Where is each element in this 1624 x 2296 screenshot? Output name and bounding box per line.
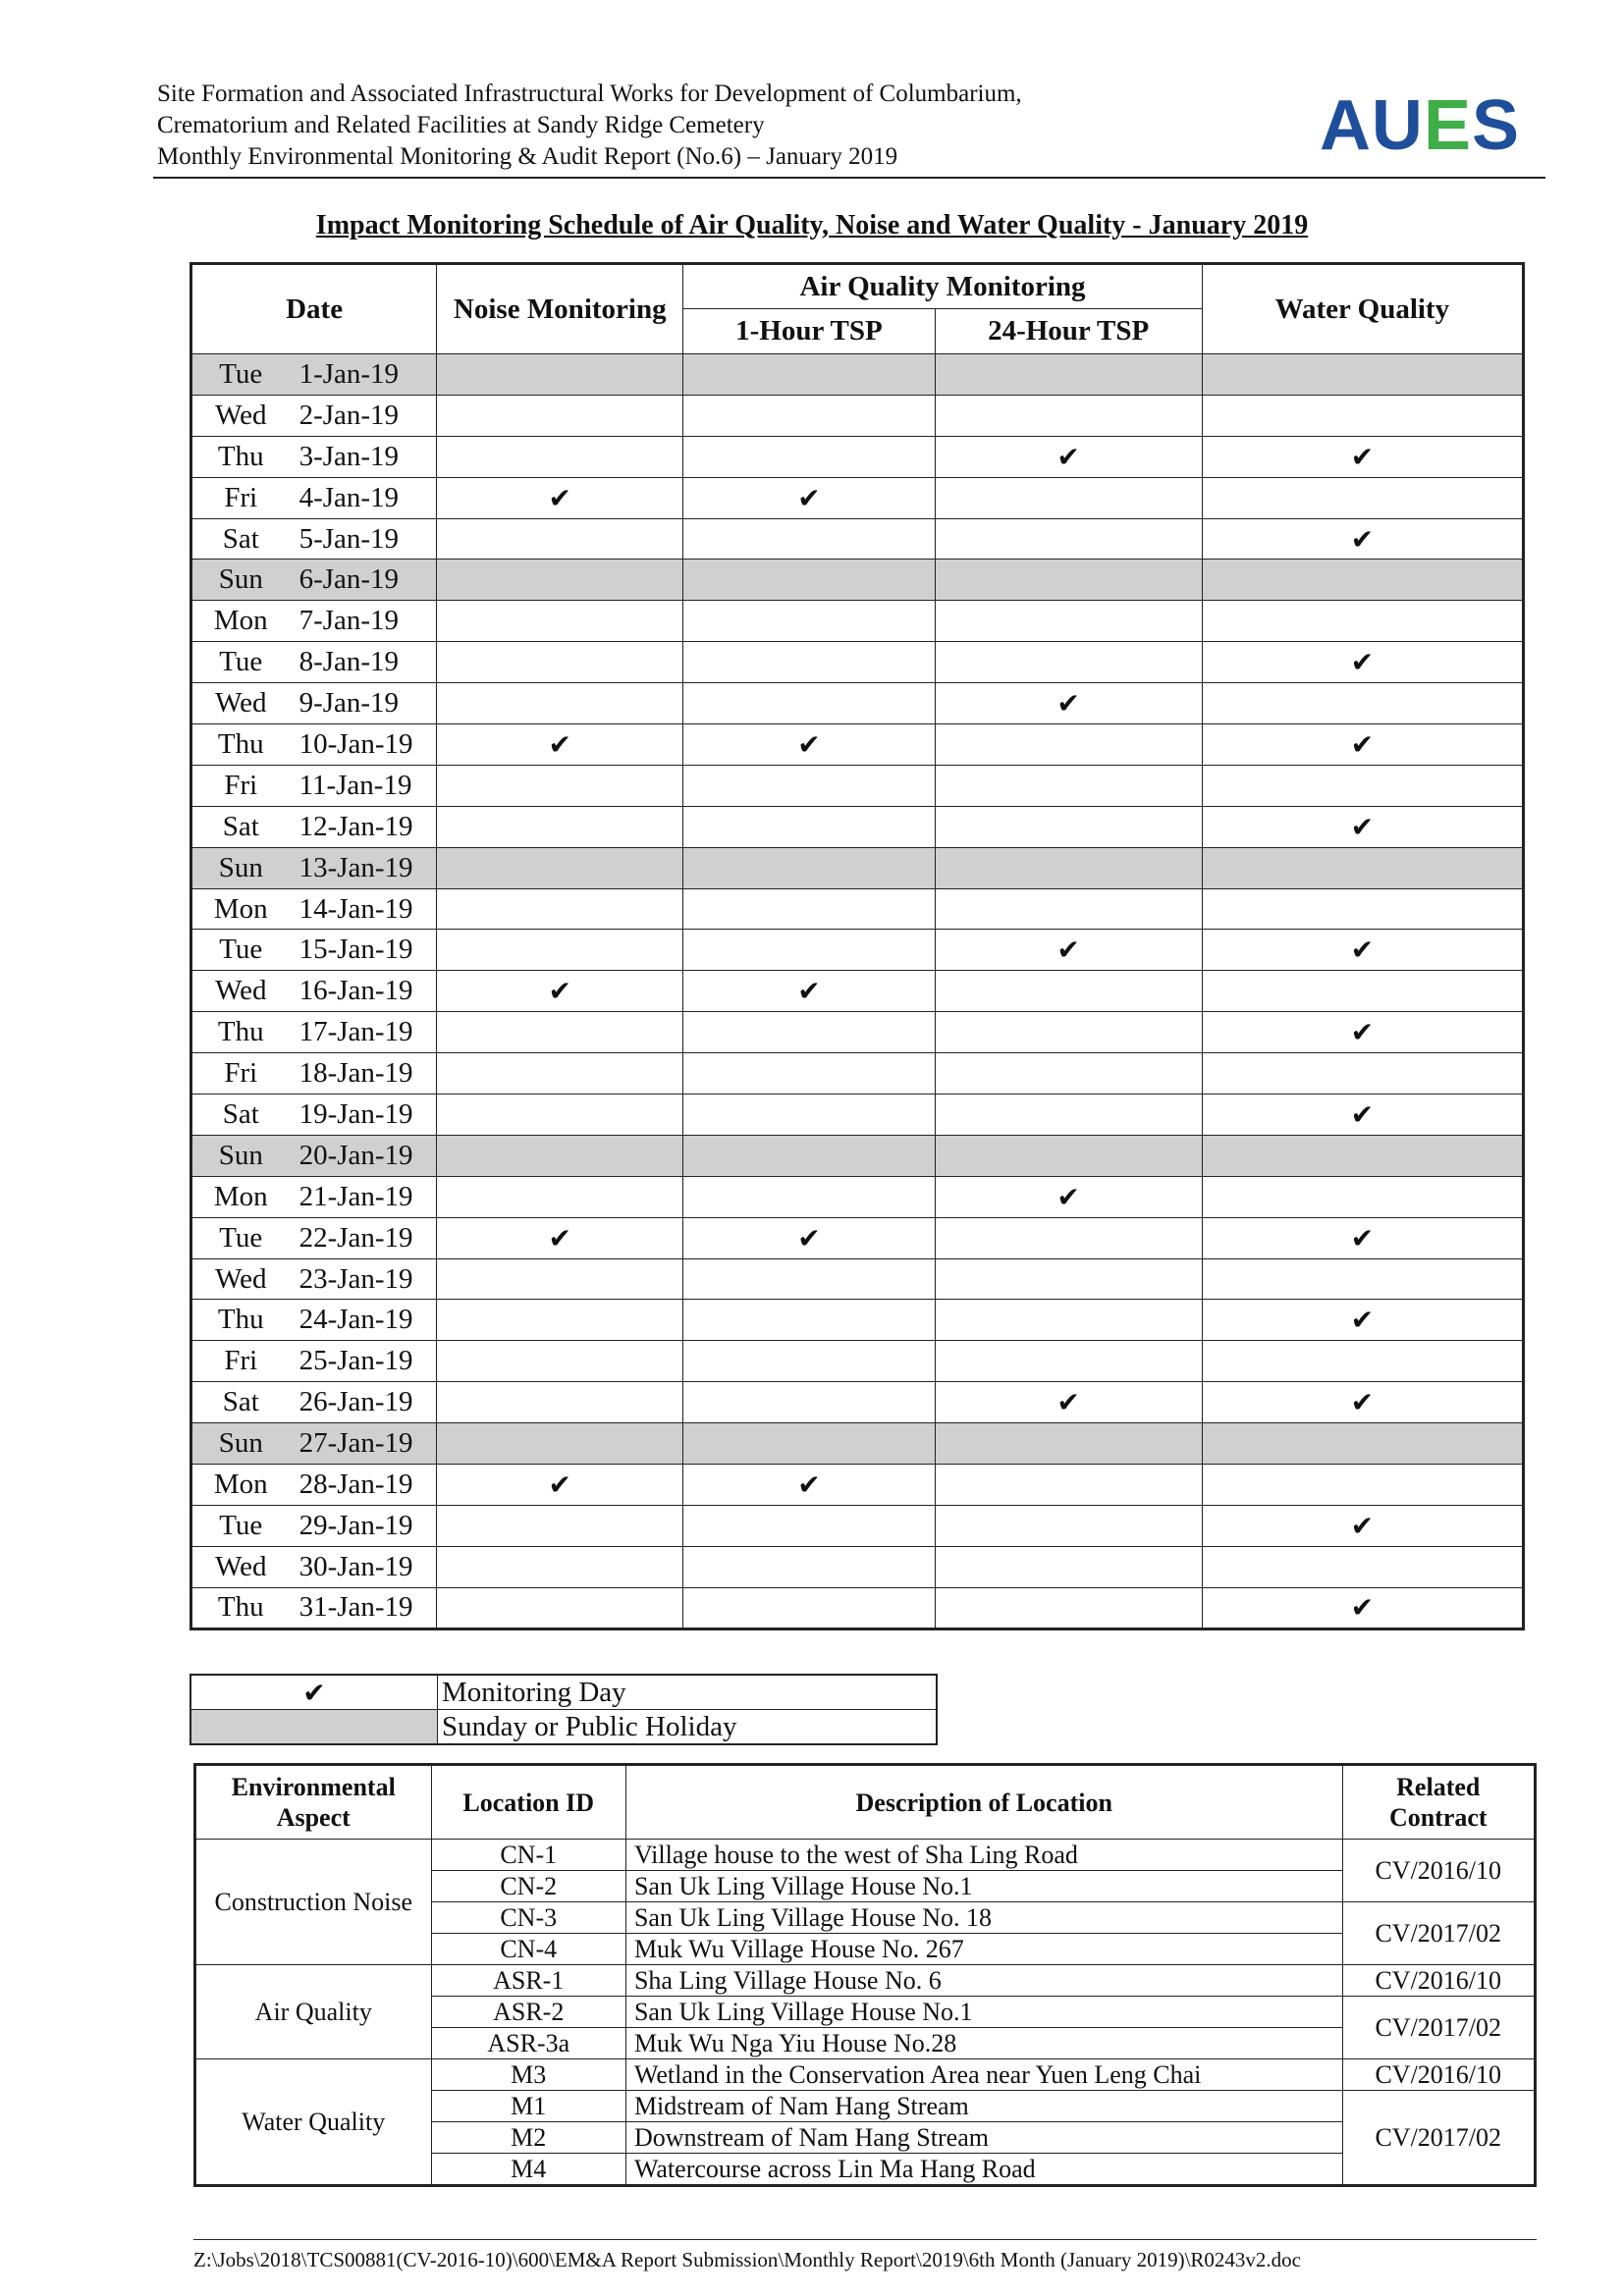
header-line-1: Site Formation and Associated Infrastructural Works for Development of Columbarium, [157, 80, 1022, 107]
tsp24-cell [935, 724, 1202, 766]
day-cell: Wed [191, 1258, 290, 1300]
water-cell [1202, 601, 1523, 642]
report-header [157, 79, 1542, 177]
water-cell [1202, 1258, 1523, 1300]
tsp1-cell [683, 1176, 935, 1217]
noise-cell [437, 847, 683, 888]
noise-cell [437, 765, 683, 806]
day-cell: Tue [191, 1217, 290, 1258]
tsp1-cell [683, 1546, 935, 1587]
location-desc: Midstream of Nam Hang Stream [625, 2091, 1342, 2122]
tsp24-cell [935, 1012, 1202, 1053]
tsp24-cell [935, 806, 1202, 847]
location-desc: Village house to the west of Sha Ling Road [625, 1840, 1342, 1871]
date-cell: 22-Jan-19 [290, 1217, 437, 1258]
monitoring-day-symbol: ✔ [190, 1675, 438, 1710]
date-cell: 16-Jan-19 [290, 971, 437, 1012]
footer-file-path: Z:\Jobs\2018\TCS00881(CV-2016-10)\600\EM&A Report Submission\Monthly Report\2019\6th Month (January 2019)\R0243v2.doc [193, 2239, 1537, 2272]
logo-part-e: E [1423, 86, 1472, 165]
water-check-icon: ✔ [1202, 1095, 1523, 1136]
header-1hour-tsp: 1-Hour TSP [683, 309, 935, 354]
water-check-icon: ✔ [1202, 1382, 1523, 1423]
aspect-air: Air Quality [195, 1965, 432, 2059]
noise-cell [437, 436, 683, 477]
tsp24-cell [935, 1546, 1202, 1587]
tsp1-check-icon: ✔ [683, 971, 935, 1012]
monitoring-schedule-table [189, 262, 1525, 1630]
tsp24-cell [935, 1217, 1202, 1258]
tsp24-cell [935, 477, 1202, 518]
noise-cell [437, 395, 683, 436]
tsp1-cell [683, 560, 935, 601]
contract-cell: CV/2016/10 [1342, 1965, 1535, 1997]
location-row [195, 1965, 1536, 1997]
noise-cell [437, 1135, 683, 1176]
noise-check-icon: ✔ [437, 1217, 683, 1258]
contract-cell: CV/2017/02 [1342, 2091, 1535, 2186]
schedule-row [191, 971, 1524, 1012]
water-check-icon: ✔ [1202, 436, 1523, 477]
tsp1-check-icon: ✔ [683, 1217, 935, 1258]
header-line-2: Crematorium and Related Facilities at Sandy Ridge Cemetery [157, 112, 765, 138]
holiday-swatch [190, 1710, 438, 1745]
tsp1-cell [683, 642, 935, 683]
holiday-label: Sunday or Public Holiday [438, 1710, 938, 1745]
tsp24-cell [935, 1135, 1202, 1176]
date-cell: 27-Jan-19 [290, 1423, 437, 1465]
tsp24-check-icon: ✔ [935, 683, 1202, 724]
water-cell [1202, 1341, 1523, 1382]
tsp24-cell [935, 1053, 1202, 1095]
schedule-row [191, 1341, 1524, 1382]
location-id: ASR-1 [431, 1965, 625, 1997]
water-check-icon: ✔ [1202, 930, 1523, 971]
date-cell: 1-Jan-19 [290, 354, 437, 396]
date-cell: 20-Jan-19 [290, 1135, 437, 1176]
location-id: M1 [431, 2091, 625, 2122]
noise-check-icon: ✔ [437, 971, 683, 1012]
date-cell: 19-Jan-19 [290, 1095, 437, 1136]
schedule-row [191, 1423, 1524, 1465]
day-cell: Thu [191, 1587, 290, 1629]
noise-cell [437, 560, 683, 601]
schedule-row [191, 518, 1524, 560]
day-cell: Sun [191, 560, 290, 601]
location-row [195, 1840, 1536, 1871]
water-cell [1202, 560, 1523, 601]
location-row [195, 2059, 1536, 2091]
date-cell: 9-Jan-19 [290, 683, 437, 724]
day-cell: Sat [191, 806, 290, 847]
date-cell: 12-Jan-19 [290, 806, 437, 847]
contract-cell: CV/2016/10 [1342, 2059, 1535, 2091]
water-cell [1202, 1423, 1523, 1465]
location-id: CN-4 [431, 1934, 625, 1965]
tsp1-cell [683, 1258, 935, 1300]
location-id: M4 [431, 2154, 625, 2186]
schedule-row [191, 724, 1524, 766]
logo-part-au: AU [1319, 86, 1424, 165]
schedule-row [191, 601, 1524, 642]
noise-cell [437, 1012, 683, 1053]
date-cell: 13-Jan-19 [290, 847, 437, 888]
day-cell: Wed [191, 971, 290, 1012]
schedule-row [191, 1095, 1524, 1136]
tsp24-cell [935, 1300, 1202, 1341]
location-id: ASR-2 [431, 1997, 625, 2028]
tsp24-cell [935, 560, 1202, 601]
schedule-row [191, 1300, 1524, 1341]
tsp24-cell [935, 395, 1202, 436]
date-cell: 28-Jan-19 [290, 1465, 437, 1506]
date-cell: 5-Jan-19 [290, 518, 437, 560]
schedule-body [191, 354, 1524, 1629]
day-cell: Sun [191, 847, 290, 888]
logo-part-s: S [1471, 86, 1520, 165]
date-cell: 10-Jan-19 [290, 724, 437, 766]
tsp24-cell [935, 1505, 1202, 1546]
schedule-row [191, 1505, 1524, 1546]
tsp1-check-icon: ✔ [683, 477, 935, 518]
location-desc: Sha Ling Village House No. 6 [625, 1965, 1342, 1997]
tsp24-cell [935, 1587, 1202, 1629]
tsp24-check-icon: ✔ [935, 1382, 1202, 1423]
day-cell: Sun [191, 1135, 290, 1176]
tsp1-cell [683, 1423, 935, 1465]
noise-cell [437, 888, 683, 930]
tsp1-cell [683, 518, 935, 560]
noise-check-icon: ✔ [437, 1465, 683, 1506]
date-cell: 25-Jan-19 [290, 1341, 437, 1382]
schedule-row [191, 642, 1524, 683]
day-cell: Thu [191, 1012, 290, 1053]
day-cell: Mon [191, 601, 290, 642]
schedule-row [191, 847, 1524, 888]
tsp24-cell [935, 1423, 1202, 1465]
schedule-row [191, 560, 1524, 601]
tsp24-cell [935, 642, 1202, 683]
schedule-row [191, 1587, 1524, 1629]
tsp1-cell [683, 1135, 935, 1176]
header-noise: Noise Monitoring [437, 264, 683, 354]
header-line-3: Monthly Environmental Monitoring & Audit Report (No.6) – January 2019 [157, 143, 898, 170]
tsp24-cell [935, 1258, 1202, 1300]
schedule-row [191, 930, 1524, 971]
tsp1-cell [683, 888, 935, 930]
location-desc: Downstream of Nam Hang Stream [625, 2122, 1342, 2154]
day-cell: Wed [191, 395, 290, 436]
location-table [193, 1763, 1537, 2187]
header-description: Description of Location [625, 1765, 1342, 1840]
day-cell: Thu [191, 436, 290, 477]
tsp1-cell [683, 930, 935, 971]
tsp1-cell [683, 847, 935, 888]
water-cell [1202, 477, 1523, 518]
noise-cell [437, 1053, 683, 1095]
location-desc: Muk Wu Nga Yiu House No.28 [625, 2028, 1342, 2059]
noise-cell [437, 1587, 683, 1629]
date-cell: 4-Jan-19 [290, 477, 437, 518]
date-cell: 6-Jan-19 [290, 560, 437, 601]
water-cell [1202, 395, 1523, 436]
location-desc: San Uk Ling Village House No.1 [625, 1871, 1342, 1902]
schedule-row [191, 888, 1524, 930]
schedule-row [191, 806, 1524, 847]
location-desc: Watercourse across Lin Ma Hang Road [625, 2154, 1342, 2186]
tsp24-cell [935, 1095, 1202, 1136]
aues-logo [1320, 86, 1520, 165]
water-cell [1202, 354, 1523, 396]
day-cell: Mon [191, 888, 290, 930]
day-cell: Wed [191, 683, 290, 724]
noise-cell [437, 1258, 683, 1300]
schedule-row [191, 1217, 1524, 1258]
noise-cell [437, 1423, 683, 1465]
day-cell: Fri [191, 765, 290, 806]
location-id: CN-1 [431, 1840, 625, 1871]
date-cell: 14-Jan-19 [290, 888, 437, 930]
schedule-row [191, 477, 1524, 518]
header-water-quality: Water Quality [1202, 264, 1523, 354]
water-check-icon: ✔ [1202, 1217, 1523, 1258]
schedule-row [191, 395, 1524, 436]
water-cell [1202, 1053, 1523, 1095]
date-cell: 17-Jan-19 [290, 1012, 437, 1053]
location-desc: Muk Wu Village House No. 267 [625, 1934, 1342, 1965]
water-cell [1202, 683, 1523, 724]
location-id: M3 [431, 2059, 625, 2091]
tsp24-check-icon: ✔ [935, 930, 1202, 971]
monitoring-day-label: Monitoring Day [438, 1675, 938, 1710]
tsp24-cell [935, 888, 1202, 930]
tsp24-cell [935, 601, 1202, 642]
water-check-icon: ✔ [1202, 1012, 1523, 1053]
noise-check-icon: ✔ [437, 724, 683, 766]
tsp24-cell [935, 847, 1202, 888]
water-check-icon: ✔ [1202, 724, 1523, 766]
date-cell: 8-Jan-19 [290, 642, 437, 683]
noise-cell [437, 1176, 683, 1217]
location-id: ASR-3a [431, 2028, 625, 2059]
schedule-row [191, 436, 1524, 477]
noise-cell [437, 518, 683, 560]
header-aspect: Environmental Aspect [195, 1765, 432, 1840]
contract-cell: CV/2016/10 [1342, 1840, 1535, 1902]
date-cell: 18-Jan-19 [290, 1053, 437, 1095]
schedule-row [191, 354, 1524, 396]
legend-table [189, 1674, 938, 1745]
aspect-noise: Construction Noise [195, 1840, 432, 1965]
day-cell: Sun [191, 1423, 290, 1465]
date-cell: 31-Jan-19 [290, 1587, 437, 1629]
day-cell: Sat [191, 1382, 290, 1423]
schedule-row [191, 1546, 1524, 1587]
day-cell: Thu [191, 1300, 290, 1341]
tsp1-cell [683, 1505, 935, 1546]
day-cell: Fri [191, 477, 290, 518]
tsp1-cell [683, 395, 935, 436]
date-cell: 23-Jan-19 [290, 1258, 437, 1300]
header-24hour-tsp: 24-Hour TSP [935, 309, 1202, 354]
day-cell: Fri [191, 1053, 290, 1095]
date-cell: 24-Jan-19 [290, 1300, 437, 1341]
water-cell [1202, 888, 1523, 930]
location-desc: Wetland in the Conservation Area near Yuen Leng Chai [625, 2059, 1342, 2091]
noise-cell [437, 642, 683, 683]
tsp1-cell [683, 354, 935, 396]
schedule-row [191, 1176, 1524, 1217]
date-cell: 15-Jan-19 [290, 930, 437, 971]
date-cell: 30-Jan-19 [290, 1546, 437, 1587]
tsp24-check-icon: ✔ [935, 436, 1202, 477]
date-cell: 21-Jan-19 [290, 1176, 437, 1217]
water-cell [1202, 1546, 1523, 1587]
water-check-icon: ✔ [1202, 1505, 1523, 1546]
location-id: M2 [431, 2122, 625, 2154]
header-location-id: Location ID [431, 1765, 625, 1840]
tsp1-check-icon: ✔ [683, 724, 935, 766]
date-cell: 2-Jan-19 [290, 395, 437, 436]
tsp1-cell [683, 1053, 935, 1095]
noise-cell [437, 1505, 683, 1546]
date-cell: 11-Jan-19 [290, 765, 437, 806]
water-cell [1202, 1465, 1523, 1506]
date-cell: 29-Jan-19 [290, 1505, 437, 1546]
tsp1-cell [683, 765, 935, 806]
aspect-water: Water Quality [195, 2059, 432, 2186]
water-cell [1202, 971, 1523, 1012]
water-cell [1202, 1135, 1523, 1176]
header-air-quality: Air Quality Monitoring [683, 264, 1202, 309]
noise-cell [437, 601, 683, 642]
noise-cell [437, 930, 683, 971]
header-rule [153, 177, 1545, 179]
water-check-icon: ✔ [1202, 642, 1523, 683]
noise-check-icon: ✔ [437, 477, 683, 518]
header-contract: Related Contract [1342, 1765, 1535, 1840]
water-cell [1202, 765, 1523, 806]
schedule-row [191, 1012, 1524, 1053]
tsp1-cell [683, 1300, 935, 1341]
day-cell: Tue [191, 642, 290, 683]
location-id: CN-2 [431, 1871, 625, 1902]
tsp24-cell [935, 518, 1202, 560]
schedule-row [191, 1053, 1524, 1095]
schedule-row [191, 1465, 1524, 1506]
location-id: CN-3 [431, 1902, 625, 1934]
noise-cell [437, 1095, 683, 1136]
noise-cell [437, 1341, 683, 1382]
header-date: Date [191, 264, 437, 354]
tsp24-cell [935, 1341, 1202, 1382]
day-cell: Mon [191, 1465, 290, 1506]
tsp1-cell [683, 1382, 935, 1423]
noise-cell [437, 354, 683, 396]
date-cell: 3-Jan-19 [290, 436, 437, 477]
location-desc: San Uk Ling Village House No. 18 [625, 1902, 1342, 1934]
tsp24-cell [935, 1465, 1202, 1506]
contract-cell: CV/2017/02 [1342, 1997, 1535, 2059]
noise-cell [437, 806, 683, 847]
schedule-row [191, 1382, 1524, 1423]
noise-cell [437, 1546, 683, 1587]
day-cell: Mon [191, 1176, 290, 1217]
day-cell: Thu [191, 724, 290, 766]
tsp1-cell [683, 436, 935, 477]
tsp1-cell [683, 1095, 935, 1136]
tsp24-check-icon: ✔ [935, 1176, 1202, 1217]
tsp1-cell [683, 806, 935, 847]
date-cell: 7-Jan-19 [290, 601, 437, 642]
noise-cell [437, 683, 683, 724]
tsp1-cell [683, 1012, 935, 1053]
water-check-icon: ✔ [1202, 806, 1523, 847]
tsp1-cell [683, 1341, 935, 1382]
schedule-row [191, 765, 1524, 806]
tsp1-cell [683, 683, 935, 724]
contract-cell: CV/2017/02 [1342, 1902, 1535, 1965]
water-check-icon: ✔ [1202, 518, 1523, 560]
tsp24-cell [935, 971, 1202, 1012]
water-cell [1202, 1176, 1523, 1217]
day-cell: Tue [191, 930, 290, 971]
day-cell: Sat [191, 518, 290, 560]
water-check-icon: ✔ [1202, 1587, 1523, 1629]
schedule-title: Impact Monitoring Schedule of Air Quality, Noise and Water Quality - January 2019 [315, 210, 1309, 240]
noise-cell [437, 1382, 683, 1423]
tsp1-check-icon: ✔ [683, 1465, 935, 1506]
day-cell: Wed [191, 1546, 290, 1587]
tsp1-cell [683, 1587, 935, 1629]
water-check-icon: ✔ [1202, 1300, 1523, 1341]
tsp1-cell [683, 601, 935, 642]
tsp24-cell [935, 354, 1202, 396]
date-cell: 26-Jan-19 [290, 1382, 437, 1423]
day-cell: Tue [191, 354, 290, 396]
noise-cell [437, 1300, 683, 1341]
schedule-row [191, 1258, 1524, 1300]
water-cell [1202, 847, 1523, 888]
tsp24-cell [935, 765, 1202, 806]
location-desc: San Uk Ling Village House No.1 [625, 1997, 1342, 2028]
schedule-row [191, 1135, 1524, 1176]
day-cell: Sat [191, 1095, 290, 1136]
schedule-row [191, 683, 1524, 724]
day-cell: Fri [191, 1341, 290, 1382]
day-cell: Tue [191, 1505, 290, 1546]
